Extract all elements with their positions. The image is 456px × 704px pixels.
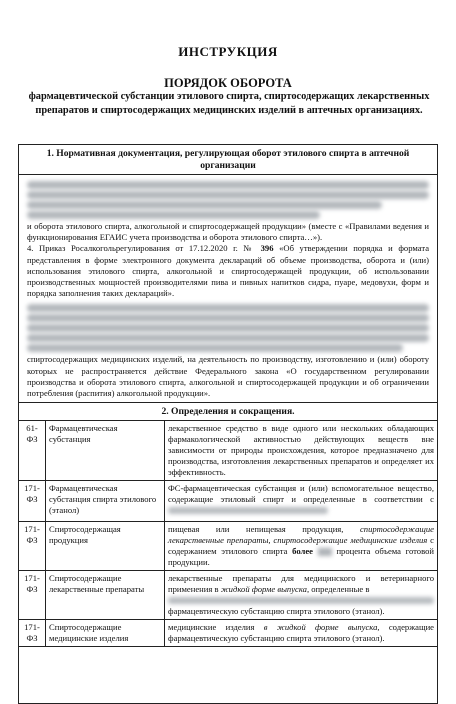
section-1-paragraph-4	[19, 243, 437, 299]
definition-cell	[165, 620, 438, 647]
section-1-paragraph-a: и оборота этилового спирта, алкогольной и спиртосодержащей продукции» (вместе с «Правилами ведения и функционирования ЕГАИС учета производства и оборота этилового спирта…»).	[27, 221, 429, 243]
document-subtitle-heading: ПОРЯДОК ОБОРОТА	[164, 76, 292, 90]
para4-rest: «Об утверждении порядка и формата представления в форме электронного документа деклараций об объеме производства, оборота и (или) использования этилового спирта, алкогольной и спиртосодержащей продукции, об использовании производственных мощностей производителями пива и пивных напитков сидра, пуаре, медовухи, форм и порядка заполнения таких деклараций».	[27, 243, 430, 299]
term-cell: Спиртосодержащие лекарственные препараты	[46, 571, 165, 620]
definition-italic: спиртосодержащие лекарственные препараты, спиртосодержащие медицинские изделия	[168, 524, 434, 546]
term-cell: Спиртосодержащие медицинские изделия	[46, 620, 165, 647]
definition-cell: лекарственное средство в виде одного или нескольких обладающих фармакологической активностью действующих веществ вне зависимости от природы происхождения, которое предназначено для производства, изготовления лекарственных препаратов и определяет их эффективность.	[165, 421, 438, 481]
definition-cell	[165, 571, 438, 620]
definition-italic: в жидкой форме выпуска	[263, 622, 378, 633]
redacted-line	[27, 314, 429, 322]
definition-text: фармацевтическую субстанцию спирта этилового (этанол).	[168, 606, 385, 617]
law-cell: 171-ФЗ	[19, 481, 46, 522]
para4-prefix: 4. Приказ Росалкогольрегулирования от 17.12.2020 г. №	[27, 243, 256, 254]
redacted-line	[27, 334, 429, 342]
redacted-line	[27, 324, 429, 332]
section-1-heading: 1. Нормативная документация, регулирующая оборот этилового спирта в аптечной организации	[19, 145, 437, 175]
table-row	[19, 522, 437, 571]
definitions-table	[19, 421, 437, 647]
definition-text: , определенные в	[306, 584, 370, 595]
term-cell: Спиртосодержащая продукция	[46, 522, 165, 571]
definition-text: , содержащие фармацевтическую субстанцию спирта этилового (этанол).	[168, 622, 434, 644]
redacted-value	[318, 548, 332, 556]
definition-text: лекарственные препараты для медицинского и ветеринарного применения в	[168, 573, 434, 595]
redacted-line	[27, 191, 429, 199]
law-cell: 171-ФЗ	[19, 571, 46, 620]
document-title: ИНСТРУКЦИЯ	[178, 44, 278, 59]
table-row	[19, 421, 437, 481]
definition-text: пищевая или непищевая продукция,	[168, 524, 344, 535]
definition-cell	[165, 522, 438, 571]
redacted-line	[27, 211, 320, 219]
redacted-block-2	[19, 299, 437, 352]
definition-cell	[165, 481, 438, 522]
table-row	[19, 481, 437, 522]
section-1-paragraph-b: спиртосодержащих медицинских изделий, на деятельность по производству, изготовлению и (или) обороту которых не распространяется действие Федерального закона «О государственном регулировании производства и оборота этилового спирта, алкогольной и спиртосодержащей продукции и об ограничении потребления (распития) алкогольной продукции».	[27, 354, 429, 399]
definition-text: процента объема готовой продукции.	[168, 546, 435, 568]
table-row	[19, 620, 437, 647]
definition-text: медицинские изделия	[168, 622, 255, 633]
table-row	[19, 571, 437, 620]
redacted-line	[27, 304, 429, 312]
definition-text: ФС-фармацевтическая субстанция и (или) вспомогательное вещество, содержащие этиловый спирт и определенные в соответствии с	[168, 483, 434, 505]
redacted-line	[27, 201, 382, 209]
definition-bold: более	[292, 546, 313, 557]
definition-text: с содержанием этилового спирта	[168, 535, 434, 557]
law-cell: 171-ФЗ	[19, 620, 46, 647]
term-cell: Фармацевтическая субстанция	[46, 421, 165, 481]
section-2-heading: 2. Определения и сокращения.	[19, 402, 437, 421]
redacted-line	[27, 181, 429, 189]
redacted-line	[27, 344, 403, 352]
document-subtitle: фармацевтической субстанции этилового спирта, спиртосодержащих лекарственных препаратов и спиртосодержащих медицинских изделий в аптечных организациях.	[28, 91, 430, 116]
law-cell: 171-ФЗ	[19, 522, 46, 571]
para4-number: 396	[260, 243, 274, 254]
redacted-block-1	[19, 175, 437, 219]
redacted-line	[168, 597, 434, 604]
law-cell: 61-ФЗ	[19, 421, 46, 481]
redacted-line	[168, 507, 328, 514]
definition-italic: жидкой форме выпуска	[220, 584, 307, 595]
content-frame	[18, 144, 438, 704]
term-cell: Фармацевтическая субстанция спирта этилового (этанол)	[46, 481, 165, 522]
